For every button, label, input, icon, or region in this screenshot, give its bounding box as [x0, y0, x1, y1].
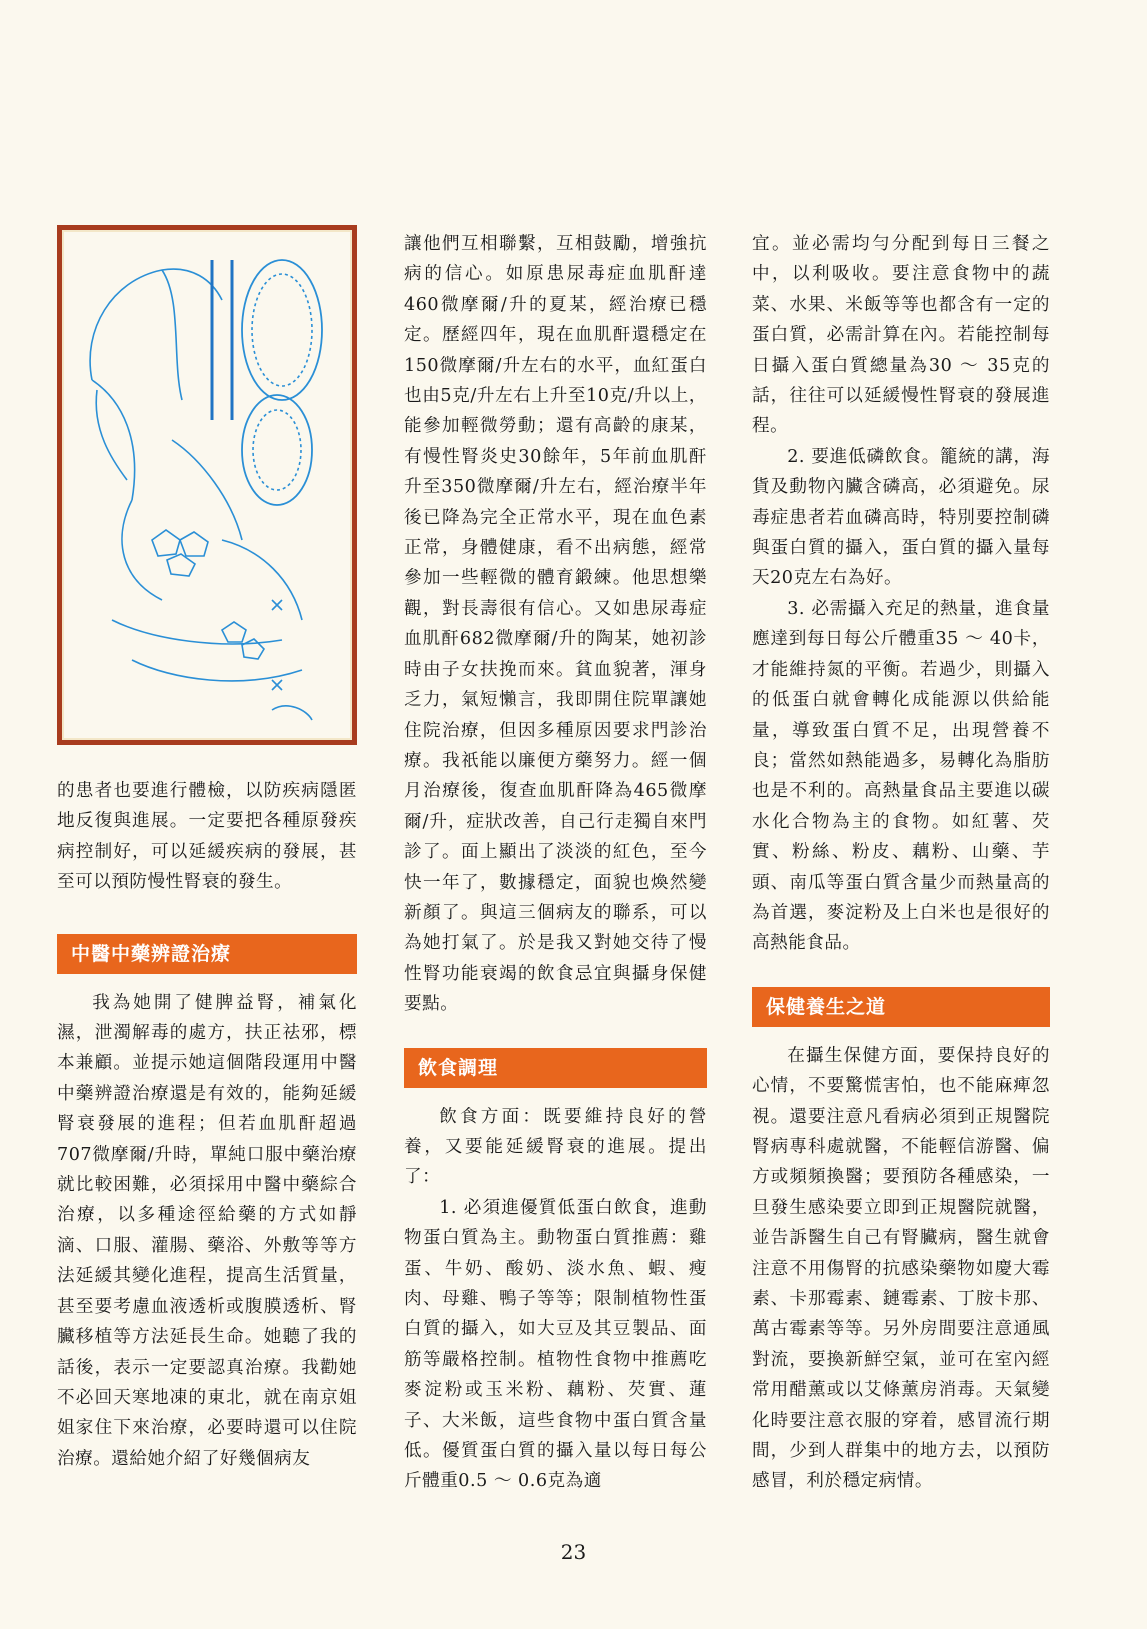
- middle-column: [404, 229, 707, 1497]
- left-intro-text: 的患者也要進行體檢，以防疾病隱匿地反復與進展。一定要把各種原發疾病控制好，可以延緩疾病的發展，甚至可以預防慢性腎衰的發生。: [57, 781, 357, 893]
- diet-point-3-text: 3. 必需攝入充足的熱量，進食量應達到每日每公斤體重35 ～ 40卡，才能維持氮的平衡。若過少，則攝入的低蛋白就會轉化成能源以供給能量，導致蛋白質不足，出現營養不良；當然如熱能過多，易轉化為脂肪也是不利的。高熱量食品主要進以碳水化合物為主的食物。如紅薯、芡實、粉絲、粉皮、藕粉、山藥、芋頭、南瓜等蛋白質含量少而熱量高的為首選，麥淀粉及上白米也是很好的高熱能食品。: [752, 598, 1050, 954]
- section-heading-health-care: 保健養生之道: [752, 987, 1050, 1027]
- left-body-text: 我為她開了健脾益腎，補氣化濕，泄濁解毒的處方，扶正祛邪，標本兼顧。並提示她這個階段運用中醫中藥辨證治療還是有效的，能夠延緩腎衰發展的進程；但若血肌酐超過707微摩爾/升時，單純口服中藥治療就比較困難，必須採用中醫中藥綜合治療，以多種途徑給藥的方式如靜滴、口服、灌腸、藥浴、外敷等等方法延緩其變化進程，提高生活質量，甚至要考慮血液透析或腹膜透析、腎臟移植等方法延長生命。她聽了我的話後，表示一定要認真治療。我勸她不必回天寒地凍的東北，就在南京姐姐家住下來治療，必要時還可以住院治療。還給她介紹了好幾個病友: [57, 992, 357, 1469]
- kidney-illustration: [62, 230, 352, 740]
- diet-intro-text: 飲食方面：既要維持良好的營養，又要能延緩腎衰的進展。提出了：: [404, 1106, 707, 1188]
- page-number: 23: [560, 1540, 587, 1564]
- left-column: [57, 776, 357, 1474]
- diet-point-2-text: 2. 要進低磷飲食。籠統的講，海貨及動物內臟含磷高，必須避免。尿毒症患者若血磷高時，特別要控制磷與蛋白質的攝入，蛋白質的攝入量每天20克左右為好。: [752, 446, 1050, 589]
- health-care-body-text: 在攝生保健方面，要保持良好的心情，不要驚慌害怕，也不能麻痺忽視。還要注意凡看病必須到正規醫院腎病專科處就醫，不能輕信游醫、偏方或頻頻換醫；要預防各種感染，一旦發生感染要立即到正規醫院就醫，並告訴醫生自己有腎臟病，醫生就會注意不用傷腎的抗感染藥物如慶大霉素、卡那霉素、鏈霉素、丁胺卡那、萬古霉素等等。另外房間要注意通風對流，要換新鮮空氣，並可在室內經常用醋薰或以艾條薰房消毒。天氣變化時要注意衣服的穿着，感冒流行期間，少到人群集中的地方去，以預防感冒，利於穩定病情。: [752, 1045, 1050, 1492]
- right-column: [752, 229, 1050, 1497]
- middle-continuation-text: 讓他們互相聯繫，互相鼓勵，增強抗病的信心。如原患尿毒症血肌酐達460微摩爾/升的夏某，經治療已穩定。歷經四年，現在血肌酐還穩定在150微摩爾/升左右的水平，血紅蛋白也由5克/升左右上升至10克/升以上，能參加輕微勞動；還有高齡的康某，有慢性腎炎史30餘年，5年前血肌酐升至350微摩爾/升左右，經治療半年後已降為完全正常水平，現在血色素正常，身體健康，看不出病態，經常參加一些輕微的體育鍛練。他思想樂觀，對長壽很有信心。又如患尿毒症血肌酐682微摩爾/升的陶某，她初診時由子女扶挽而來。貧血貌著，渾身乏力，氣短懶言，我即開住院單讓她住院治療，但因多種原因要求門診治療。我祇能以廉便方藥努力。經一個月治療後，復查血肌酐降為465微摩爾/升，症狀改善，自己行走獨自來門診了。面上顯出了淡淡的紅色，至今快一年了，數據穩定，面貌也煥然變新顏了。與這三個病友的聯系，可以為她打氣了。於是我又對她交待了慢性腎功能衰竭的飲食忌宜與攝身保健要點。: [404, 234, 707, 1015]
- right-continuation-text: 宜。並必需均勻分配到每日三餐之中，以利吸收。要注意食物中的蔬菜、水果、米飯等等也都含有一定的蛋白質，必需計算在內。若能控制每日攝入蛋白質總量為30 ～ 35克的話，往往可以延緩慢性腎衰的發展進程。: [752, 234, 1050, 437]
- illustration-frame: [57, 225, 357, 745]
- section-heading-diet: 飲食調理: [404, 1048, 707, 1088]
- diet-point-1-text: 1. 必須進優質低蛋白飲食，進動物蛋白質為主。動物蛋白質推薦：雞蛋、牛奶、酸奶、淡水魚、蝦、瘦肉、母雞、鴨子等等；限制植物性蛋白質的攝入，如大豆及其豆製品、面筋等嚴格控制。植物性食物中推薦吃麥淀粉或玉米粉、藕粉、芡實、蓮子、大米飯，這些食物中蛋白質含量低。優質蛋白質的攝入量以每日每公斤體重0.5 ～ 0.6克為適: [404, 1197, 707, 1492]
- section-heading-tcm-treatment: 中醫中藥辨證治療: [57, 934, 357, 974]
- kidney-sketch-image: [72, 240, 342, 730]
